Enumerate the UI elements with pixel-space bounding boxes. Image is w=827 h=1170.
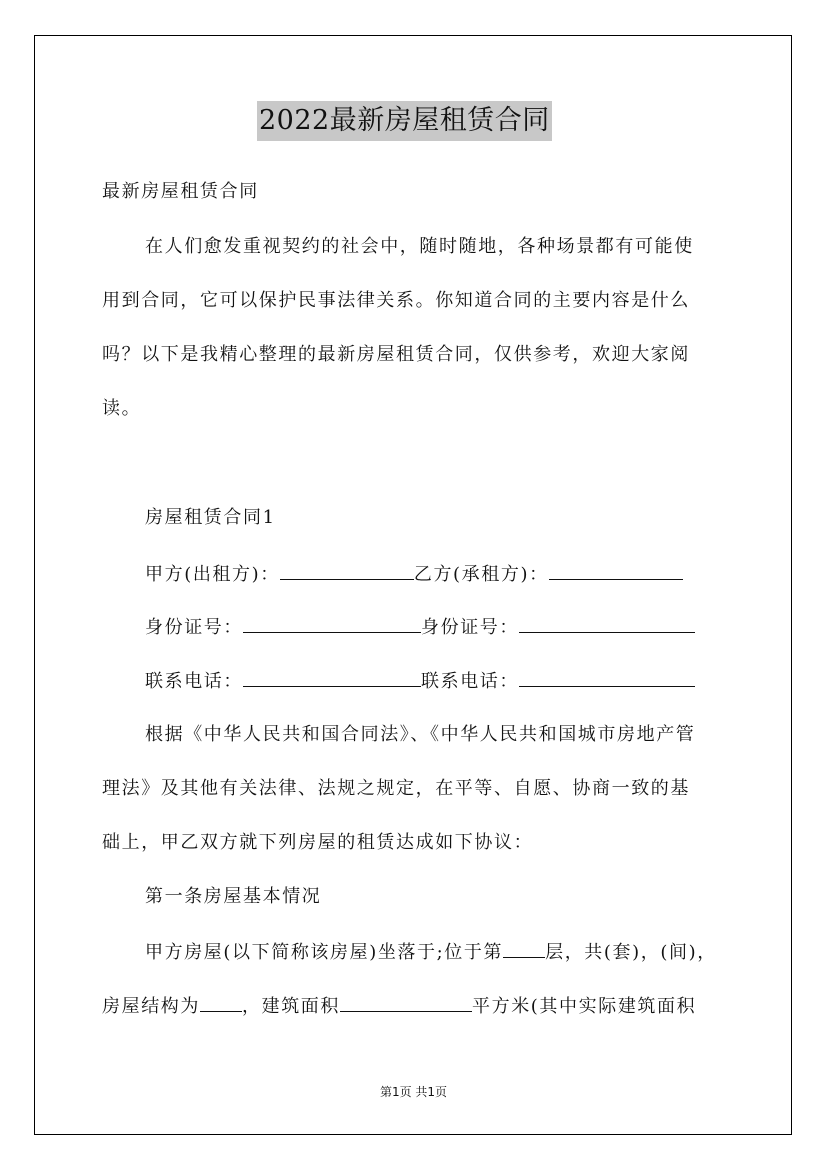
intro-line-1: 在人们愈发重视契约的社会中，随时随地，各种场景都有可能使 xyxy=(145,236,694,257)
contract-heading: 房屋租赁合同1 xyxy=(145,507,276,528)
party-a-id-label: 身份证号： xyxy=(145,617,243,638)
article1-line-1 xyxy=(145,940,717,965)
article1-line1-b: 层，共(套)，(间)， xyxy=(545,942,717,963)
structure-blank xyxy=(200,994,242,1012)
party-b-id-blank xyxy=(519,615,695,633)
article1-heading: 第一条房屋基本情况 xyxy=(145,886,322,907)
article1-line-2 xyxy=(102,994,696,1019)
intro-line-3: 吗？以下是我精心整理的最新房屋租赁合同，仅供参考，欢迎大家阅 xyxy=(102,344,690,365)
article1-line2-c: 平方米(其中实际建筑面积 xyxy=(472,996,697,1017)
party-a-id-blank xyxy=(243,615,421,633)
party-b-id-label: 身份证号： xyxy=(421,617,519,638)
party-b-label: 乙方(承租方)： xyxy=(413,564,549,585)
party-a-phone-blank xyxy=(243,669,421,687)
page-footer: 第1页 共1页 xyxy=(379,1085,448,1099)
article1-line1-a: 甲方房屋(以下简称该房屋)坐落于;位于第 xyxy=(145,942,504,963)
basis-line-2: 理法》及其他有关法律、法规之规定，在平等、自愿、协商一致的基 xyxy=(102,778,690,799)
party-row xyxy=(145,562,683,587)
basis-line-3: 础上，甲乙双方就下列房屋的租赁达成如下协议： xyxy=(102,832,534,853)
party-b-blank xyxy=(549,562,683,580)
document-subtitle: 最新房屋租赁合同 xyxy=(102,181,259,202)
intro-line-2: 用到合同，它可以保护民事法律关系。你知道合同的主要内容是什么 xyxy=(102,290,690,311)
floor-blank xyxy=(503,940,545,958)
document-title: 2022最新房屋租赁合同 xyxy=(257,101,552,141)
party-b-phone-label: 联系电话： xyxy=(421,671,519,692)
id-row xyxy=(145,615,695,640)
area-blank xyxy=(340,994,472,1012)
party-a-phone-label: 联系电话： xyxy=(145,671,243,692)
party-b-phone-blank xyxy=(519,669,695,687)
intro-line-4: 读。 xyxy=(102,398,142,419)
article1-line2-a: 房屋结构为 xyxy=(102,996,200,1017)
article1-line2-b: ，建筑面积 xyxy=(242,996,340,1017)
basis-line-1: 根据《中华人民共和国合同法》、《中华人民共和国城市房地产管 xyxy=(145,724,696,745)
phone-row xyxy=(145,669,695,694)
party-a-label: 甲方(出租方)： xyxy=(145,564,280,585)
party-a-blank xyxy=(280,562,414,580)
